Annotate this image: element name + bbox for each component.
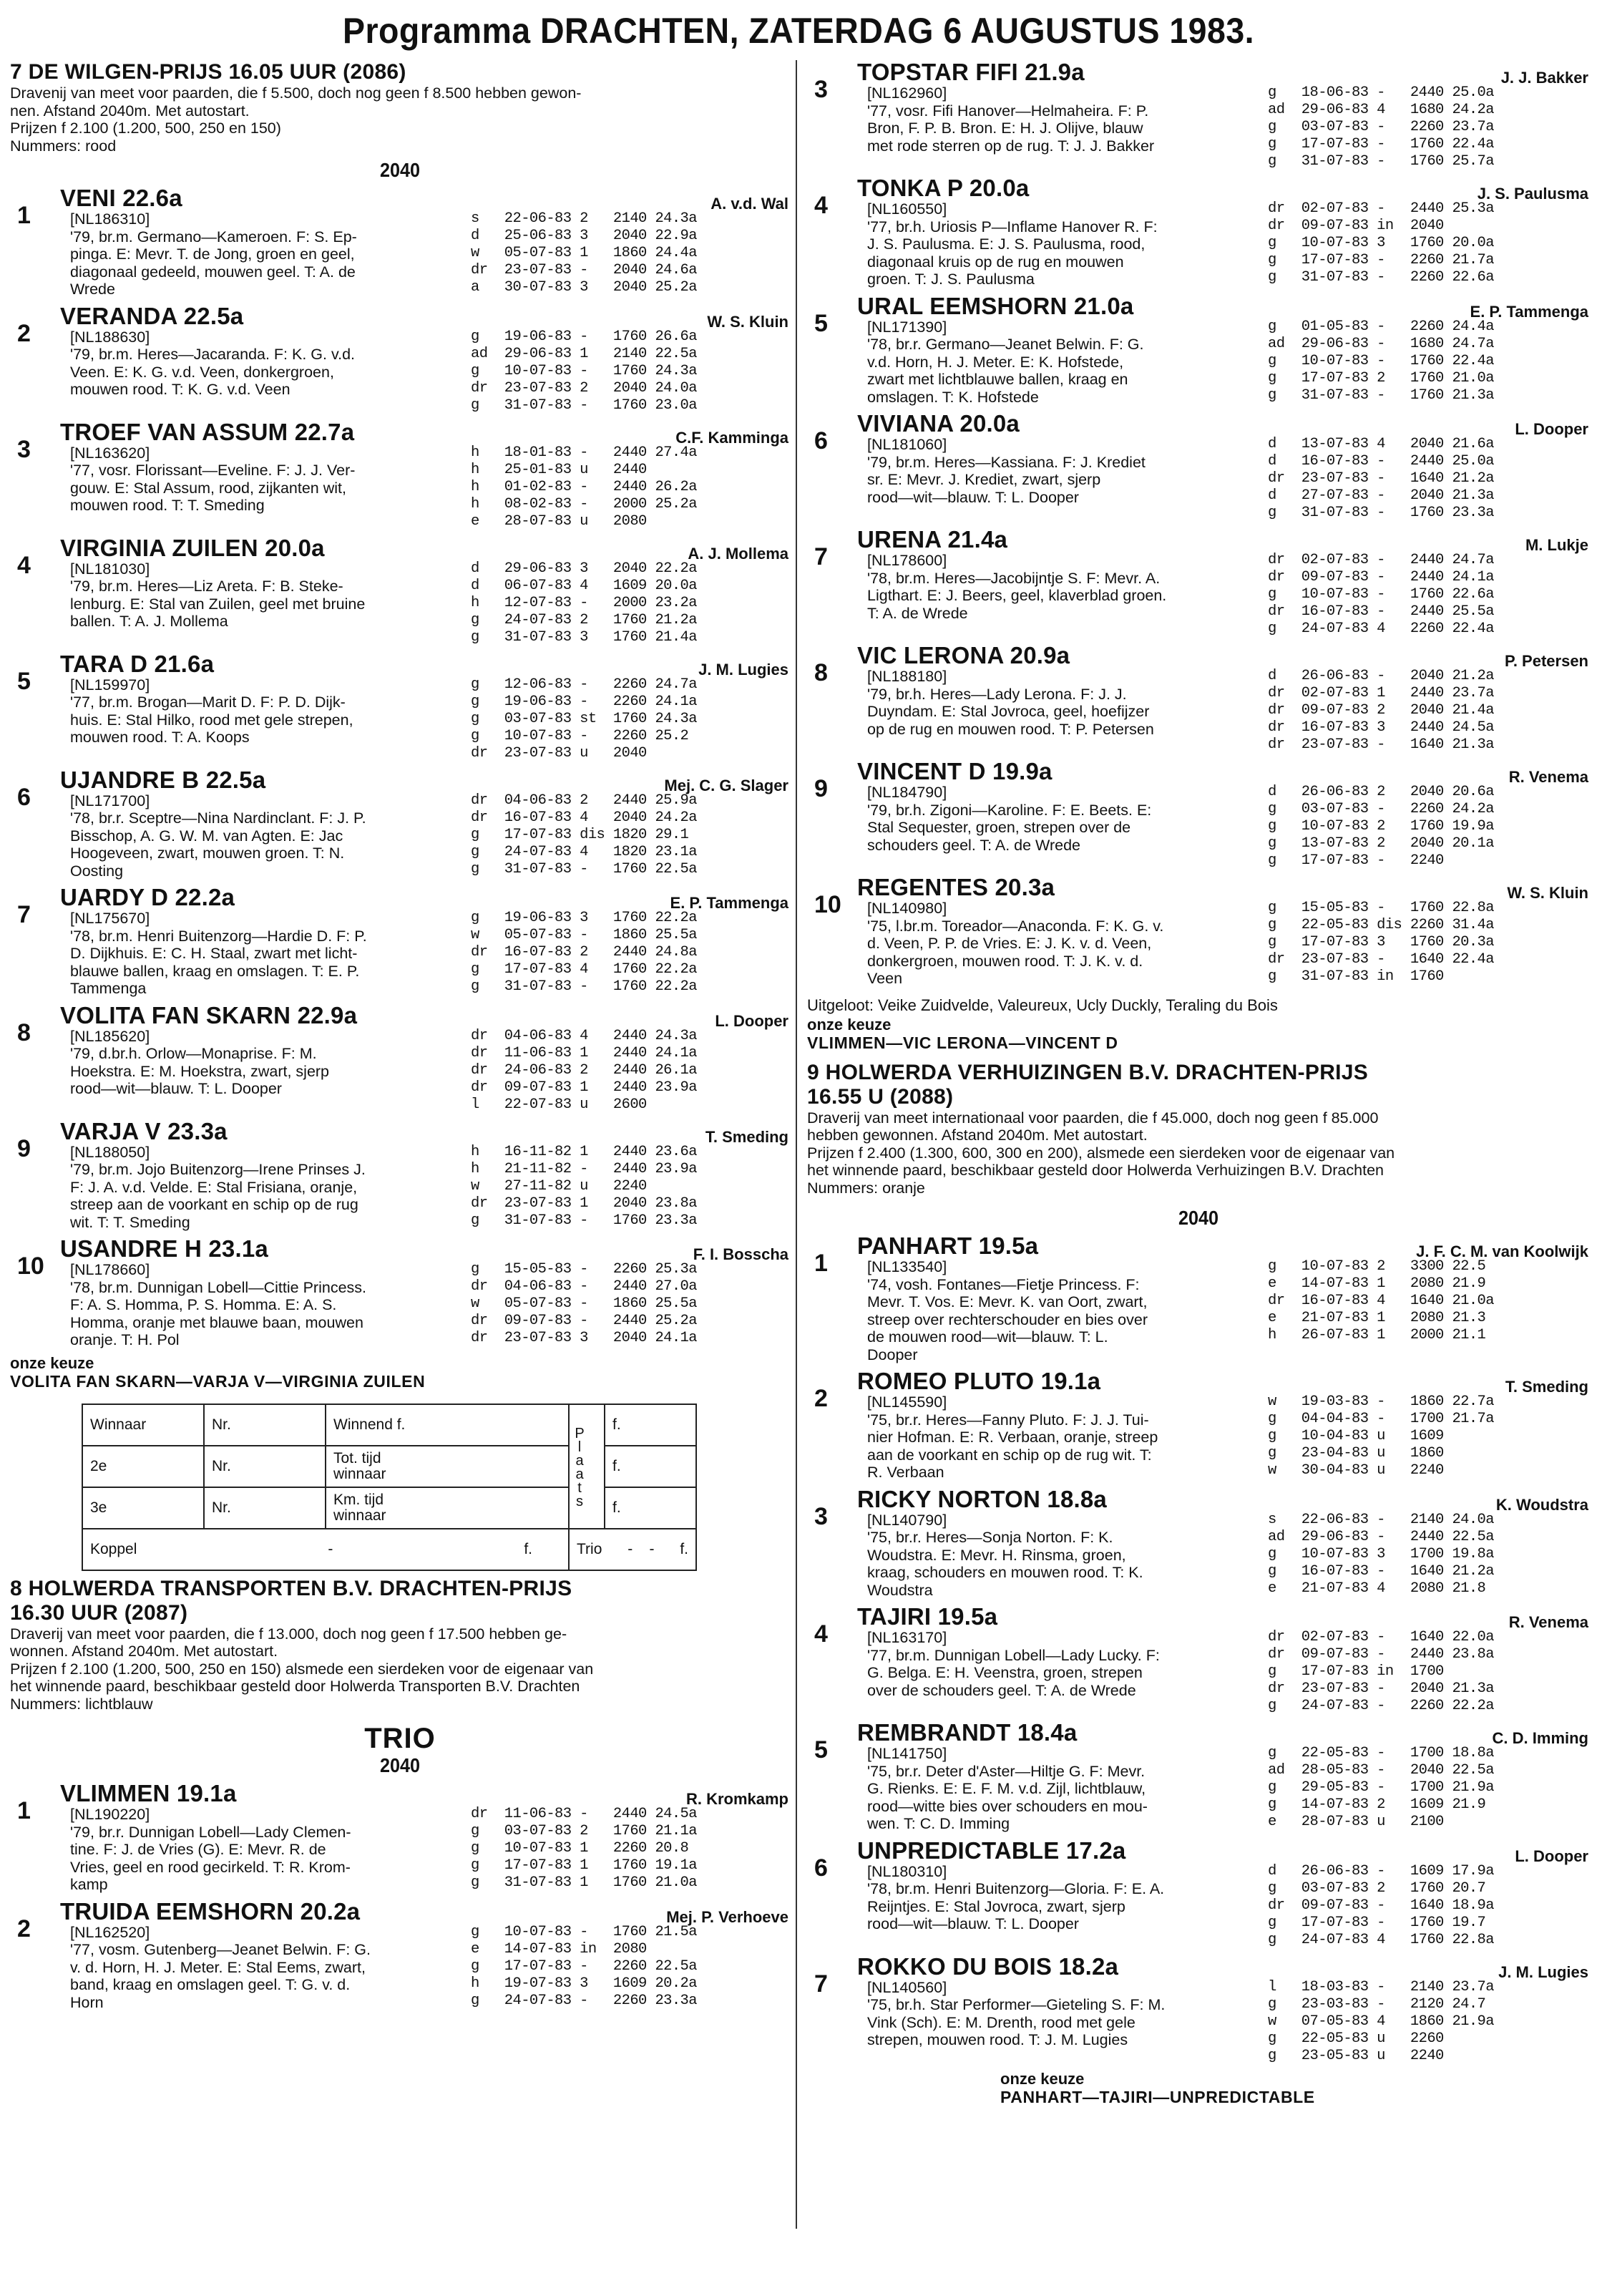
- entry-body: [70, 444, 790, 530]
- horse-entry: [10, 1781, 790, 1894]
- recent-results: l 18-03-83 - 2140 23.7a g 23-03-83 - 2120 24.7 w 07-05-83 4 1860 21.9a g 22-05-83 u 2260 g 23-05-83 u 2240: [1268, 1978, 1494, 2064]
- start-number: 6: [814, 1854, 828, 1882]
- recent-results: g 12-06-83 - 2260 24.7a g 19-06-83 - 2260 24.1a g 03-07-83 st 1760 24.3a g 10-07-83 - 2260 25.2 dr 23-07-83 u 2040: [471, 676, 697, 762]
- entry-body: [867, 1745, 1590, 1833]
- recent-results: w 19-03-83 - 1860 22.7a g 04-04-83 - 1700 21.7a g 10-04-83 u 1609 g 23-04-83 u 1860 w 30-04-83 u 2240: [1268, 1393, 1494, 1479]
- recent-results: g 18-06-83 - 2440 25.0a ad 29-06-83 4 1680 24.2a g 03-07-83 - 2260 23.7a g 17-07-83 - 1760 22.4a g 31-07-83 - 1760 25.7a: [1268, 84, 1494, 170]
- horse-details: [NL141750] '75, br.r. Deter d'Aster—Hiltje G. F: Mevr. G. Rienks. E: E. F. M. v.d. Zijl, lichtblauw, rood—witte bies over schouders en mou- wen. T: C. D. Imming: [867, 1745, 1148, 1832]
- entry-body: [70, 792, 790, 880]
- horse-entry: [807, 759, 1590, 870]
- results-f1: f.: [605, 1404, 696, 1446]
- trainer-name: K. Woudstra: [1495, 1495, 1588, 1514]
- trainer-name: J. J. Bakker: [1500, 69, 1588, 87]
- entry-body: [867, 318, 1590, 407]
- start-number: 5: [814, 1736, 828, 1764]
- recent-results: d 26-06-83 - 2040 21.2a dr 02-07-83 1 2440 23.7a dr 09-07-83 2 2040 21.4a dr 16-07-83 3 2440 24.5a dr 23-07-83 - 1640 21.3a: [1268, 668, 1494, 753]
- race7-distance: 2040: [379, 159, 421, 181]
- entry-body: [70, 910, 790, 998]
- results-3e-label: 3e: [82, 1487, 204, 1529]
- horse-details: [NL178600] '78, br.m. Heres—Jacobijntje S. F: Mevr. A. Ligthart. E: J. Beers, geel, klaverblad groen. T: A. de Wrede: [867, 552, 1167, 622]
- horse-details: [NL180310] '78, br.m. Henri Buitenzorg—Gloria. F: E. A. Reijntjes. E: Stal Jovroca, zwart, sjerp rood—wit—blauw. T: L. Dooper: [867, 1862, 1165, 1932]
- recent-results: g 10-07-83 2 3300 22.5 e 14-07-83 1 2080 21.9 dr 16-07-83 4 1640 21.0a e 21-07-83 1 2080 21.3 h 26-07-83 1 2000 21.1: [1268, 1258, 1494, 1343]
- horse-entry: [807, 1952, 1590, 2065]
- horse-name: TONKA P 20.0a: [857, 175, 1030, 201]
- horse-entry: [807, 875, 1590, 988]
- results-f2: f.: [605, 1446, 696, 1487]
- entry-body: [70, 676, 790, 762]
- results-tot-tijd-label: Tot. tijd winnaar: [326, 1446, 569, 1487]
- recent-results: dr 02-07-83 - 2440 24.7a dr 09-07-83 - 2440 24.1a g 10-07-83 - 1760 22.6a dr 16-07-83 - 2440 25.5a g 24-07-83 4 2260 22.4a: [1268, 552, 1494, 637]
- start-number: 5: [814, 309, 828, 337]
- recent-results: d 26-06-83 - 1609 17.9a g 03-07-83 2 1760 20.7 dr 09-07-83 - 1640 18.9a g 17-07-83 - 1760 19.7 g 24-07-83 4 1760 22.8a: [1268, 1862, 1494, 1948]
- horse-name: VIC LERONA 20.9a: [857, 642, 1070, 668]
- horse-details: [NL140790] '75, br.r. Heres—Sonja Norton. F: K. Woudstra. E: Mevr. H. Rinsma, groen, kraag, schouders en mouwen rood. T: K. Woudstra: [867, 1511, 1143, 1599]
- entry-body: [867, 1512, 1590, 1600]
- recent-results: g 22-05-83 - 1700 18.8a ad 28-05-83 - 2040 22.5a g 29-05-83 - 1700 21.9a g 14-07-83 2 1609 21.9 e 28-07-83 u 2100: [1268, 1745, 1494, 1830]
- recent-results: g 01-05-83 - 2260 24.4a ad 29-06-83 - 1680 24.7a g 10-07-83 - 1760 22.4a g 17-07-83 2 1760 21.0a g 31-07-83 - 1760 21.3a: [1268, 318, 1494, 404]
- horse-details: [NL163620] '77, vosr. Florissant—Eveline. F: J. J. Ver- gouw. E: Stal Assum, rood, zijkanten wit, mouwen rood. T: T. Smeding: [70, 444, 356, 514]
- trainer-name: L. Dooper: [1515, 1847, 1588, 1865]
- recent-results: d 26-06-83 2 2040 20.6a g 03-07-83 - 2260 24.2a g 10-07-83 2 1760 19.9a g 13-07-83 2 2040 20.1a g 17-07-83 - 2240: [1268, 784, 1494, 869]
- trainer-name: L. Dooper: [715, 1011, 788, 1030]
- horse-entry: [10, 420, 790, 530]
- horse-entry: [807, 643, 1590, 754]
- horse-entry: [10, 885, 790, 998]
- race8-entries-left: [10, 1781, 790, 2011]
- entry-body: [867, 900, 1590, 988]
- horse-name: VERANDA 22.5a: [60, 302, 244, 329]
- horse-details: [NL181060] '79, br.m. Heres—Kassiana. F: J. Krediet sr. E: Mevr. J. Krediet, zwart, sjerp rood—wit—blauw. T: L. Dooper: [867, 436, 1146, 506]
- results-trio-label: Trio: [577, 1540, 602, 1557]
- horse-details: [NL162520] '77, vosm. Gutenberg—Jeanet Belwin. F: G. v. d. Horn, H. J. Meter. E: Stal Eems, zwart, band, kraag en omslagen geel. T: G. v. d. Horn: [70, 1923, 371, 2011]
- horse-name: TRUIDA EEMSHORN 20.2a: [60, 1897, 361, 1925]
- recent-results: dr 04-06-83 2 2440 25.9a dr 16-07-83 4 2040 24.2a g 17-07-83 dis 1820 29.1 g 24-07-83 4 1820 23.1a g 31-07-83 - 1760 22.5a: [471, 792, 697, 877]
- horse-details: [NL175670] '78, br.m. Henri Buitenzorg—Hardie D. F: P. D. Dijkhuis. E: C. H. Staal, zwart met licht- blauwe ballen, kraag en omslagen. T: E. P. Tammenga: [70, 910, 367, 997]
- column-divider: [796, 60, 797, 2229]
- race8-entries-right: [807, 60, 1590, 988]
- entry-body: [867, 1629, 1590, 1715]
- trainer-name: A. J. Mollema: [688, 544, 788, 563]
- horse-name: VIVIANA 20.0a: [857, 410, 1020, 437]
- trainer-name: J. S. Paulusma: [1477, 185, 1588, 203]
- trainer-name: W. S. Kluin: [707, 312, 788, 331]
- start-number: 6: [814, 427, 828, 454]
- entry-body: [867, 1863, 1590, 1949]
- race9-entries: [807, 1234, 1590, 2065]
- trainer-name: J. M. Lugies: [698, 660, 788, 678]
- horse-details: [NL163170] '77, br.m. Dunnigan Lobell—Lady Lucky. F: G. Belga. E: H. Veenstra, groen, strepen over de schouders geel. T: A. de Wrede: [867, 1629, 1160, 1699]
- trainer-name: T. Smeding: [705, 1127, 788, 1146]
- start-number: 8: [17, 1018, 31, 1046]
- recent-results: dr 02-07-83 - 1640 22.0a dr 09-07-83 - 2440 23.8a g 17-07-83 in 1700 dr 23-07-83 - 2040 21.3a g 24-07-83 - 2260 22.2a: [1268, 1629, 1494, 1714]
- horse-name: ROKKO DU BOIS 18.2a: [857, 1952, 1119, 1980]
- horse-entry: [807, 176, 1590, 288]
- results-nr-label: Nr.: [204, 1404, 326, 1446]
- horse-name: TARA D 21.6a: [60, 650, 215, 677]
- horse-details: [NL133540] '74, vosh. Fontanes—Fietje Princess. F: Mevr. T. Vos. E: Mevr. K. van Oort, zwart, streep over rechterschouder en bies over de mouwen rood—wit—blauw. T: L. Dooper: [867, 1258, 1148, 1363]
- start-number: 4: [17, 551, 31, 579]
- recent-results: g 19-06-83 - 1760 26.6a ad 29-06-83 1 2140 22.5a g 10-07-83 - 1760 24.3a dr 23-07-83 2 2040 24.0a g 31-07-83 - 1760 23.0a: [471, 328, 697, 414]
- recent-results: g 19-06-83 3 1760 22.2a w 05-07-83 - 1860 25.5a dr 16-07-83 2 2440 24.8a g 17-07-83 4 1760 22.2a g 31-07-83 - 1760 22.2a: [471, 910, 697, 995]
- start-number: 2: [814, 1385, 828, 1412]
- start-number: 3: [814, 76, 828, 103]
- trainer-name: E. P. Tammenga: [670, 894, 788, 912]
- horse-details: [NL178660] '78, br.m. Dunnigan Lobell—Cittie Princess. F: A. S. Homma, P. S. Homma. E: A. S. Homma, oranje met blauwe baan, mouwen oranje. T: H. Pol: [70, 1261, 367, 1348]
- results-table: [82, 1404, 697, 1571]
- results-plaats-label: Plaats: [572, 1425, 587, 1507]
- trainer-name: F. I. Bosscha: [693, 1245, 788, 1263]
- entry-body: [70, 1924, 790, 2012]
- horse-details: [NL159970] '77, br.m. Brogan—Marit D. F: P. D. Dijk- huis. E: Stal Hilko, rood met gele strepen, mouwen rood. T: A. Koops: [70, 676, 353, 746]
- recent-results: h 16-11-82 1 2440 23.6a h 21-11-82 - 2440 23.9a w 27-11-82 u 2240 dr 23-07-83 1 2040 23.8a g 31-07-83 - 1760 23.3a: [471, 1143, 697, 1229]
- start-number: 9: [814, 775, 828, 802]
- horse-entry: [807, 1721, 1590, 1833]
- start-number: 4: [814, 1620, 828, 1648]
- horse-name: URAL EEMSHORN 21.0a: [857, 292, 1134, 319]
- horse-name: REMBRANDT 18.4a: [857, 1719, 1078, 1746]
- results-winnaar-label: Winnaar: [82, 1404, 204, 1446]
- horse-details: [NL140980] '75, l.br.m. Toreador—Anaconda. F: K. G. v. d. Veen, P. P. de Vries. E: J. K. v. d. Veen, donkergroen, mouwen rood. T: J. K. v. d. Veen: [867, 900, 1164, 987]
- race8-distance: 2040: [379, 1754, 421, 1776]
- horse-details: [NL188050] '79, br.m. Jojo Buitenzorg—Irene Prinses J. F: J. A. v.d. Velde. E: Stal Frisiana, oranje, streep aan de voorkant en schip op de rug wit. T: T. Smeding: [70, 1143, 366, 1231]
- horse-name: URENA 21.4a: [857, 526, 1008, 553]
- horse-name: VIRGINIA ZUILEN 20.0a: [60, 534, 325, 561]
- horse-name: ROMEO PLUTO 19.1a: [857, 1368, 1101, 1394]
- race7-entries: [10, 186, 790, 1349]
- start-number: 7: [17, 901, 31, 928]
- recent-results: g 15-05-83 - 1760 22.8a g 22-05-83 dis 2260 31.4a g 17-07-83 3 1760 20.3a dr 23-07-83 - 1640 22.4a g 31-07-83 in 1760: [1268, 900, 1494, 985]
- horse-name: TROEF VAN ASSUM 22.7a: [60, 418, 355, 445]
- entry-body: [70, 1144, 790, 1232]
- horse-entry: [807, 294, 1590, 407]
- results-2e-label: 2e: [82, 1446, 204, 1487]
- horse-entry: [10, 1119, 790, 1232]
- horse-entry: [807, 1369, 1590, 1482]
- entry-body: [867, 668, 1590, 754]
- start-number: 9: [17, 1134, 31, 1162]
- horse-details: [NL184790] '79, br.h. Zigoni—Karoline. F: E. Beets. E: Stal Sequester, groen, strepen over de schouders geel. T: A. de Wrede: [867, 784, 1152, 854]
- entry-body: [70, 1261, 790, 1349]
- trainer-name: R. Venema: [1508, 768, 1588, 786]
- race9-description: Draverij van meet internationaal voor paarden, die f 45.000, doch nog geen f 85.000 hebben gewonnen. Afstand 2040m. Met autostart. Prijzen f 2.400 (1.300, 600, 300 en 200), alsmede een sierdeken voor de eigenaar van het winnende paard, beschikbaar gesteld door Holwerda Verhuizingen B.V. Drachten Nummers: oranje: [807, 1109, 1395, 1197]
- results-km-tijd-label: Km. tijd winnaar: [326, 1487, 569, 1529]
- horse-entry: [10, 1003, 790, 1114]
- horse-name: TAJIRI 19.5a: [857, 1603, 998, 1630]
- horse-name: RICKY NORTON 18.8a: [857, 1485, 1107, 1512]
- horse-entry: [10, 768, 790, 880]
- start-number: 6: [17, 783, 31, 811]
- entry-body: [70, 1028, 790, 1114]
- horse-details: [NL188180] '79, br.h. Heres—Lady Lerona. F: J. J. Duyndam. E: Stal Jovroca, geel, hoefijzer op de rug en mouwen rood. T: P. Petersen: [867, 668, 1154, 738]
- recent-results: d 13-07-83 4 2040 21.6a d 16-07-83 - 2440 25.0a dr 23-07-83 - 1640 21.2a d 27-07-83 - 2040 21.3a g 31-07-83 - 1760 23.3a: [1268, 436, 1494, 521]
- entry-body: [867, 784, 1590, 870]
- horse-details: [NL160550] '77, br.h. Uriosis P—Inflame Hanover R. F: J. S. Paulusma. E: J. S. Paulusma, rood, diagonaal kruis op de rug en mouwen groen. T: J. S. Paulusma: [867, 200, 1158, 288]
- horse-entry: [807, 412, 1590, 522]
- horse-name: UNPREDICTABLE 17.2a: [857, 1837, 1126, 1864]
- trainer-name: J. M. Lugies: [1498, 1962, 1588, 1981]
- start-number: 1: [17, 1797, 31, 1824]
- trainer-name: R. Venema: [1508, 1613, 1588, 1631]
- trainer-name: J. F. C. M. van Koolwijk: [1416, 1242, 1588, 1260]
- start-number: 2: [17, 319, 31, 347]
- start-number: 10: [814, 891, 841, 918]
- recent-results: dr 04-06-83 4 2440 24.3a dr 11-06-83 1 2440 24.1a dr 24-06-83 2 2440 26.1a dr 09-07-83 1 2440 23.9a l 22-07-83 u 2600: [471, 1027, 697, 1113]
- trainer-name: T. Smeding: [1505, 1378, 1588, 1396]
- race8-keuze-label: onze keuze: [807, 1015, 892, 1033]
- horse-entry: [10, 186, 790, 298]
- results-koppel-label: Koppel: [90, 1540, 137, 1557]
- entry-body: [70, 1806, 790, 1894]
- right-column: [807, 60, 1590, 2106]
- entry-body: [70, 560, 790, 646]
- race8-uitgeloot: Uitgeloot: Veike Zuidvelde, Valeureux, Ucly Duckly, Teraling du Bois: [807, 996, 1278, 1014]
- entry-body: [867, 436, 1590, 522]
- horse-name: REGENTES 20.3a: [857, 874, 1055, 900]
- results-f3: f.: [605, 1487, 696, 1529]
- race7-keuze: VOLITA FAN SKARN—VARJA V—VIRGINIA ZUILEN: [10, 1371, 426, 1391]
- trainer-name: L. Dooper: [1515, 420, 1588, 438]
- horse-details: [NL171390] '78, br.r. Germano—Jeanet Belwin. F: G. v.d. Horn, H. J. Meter. E: K. Hofstede, zwart met lichtblauwe ballen, kraag en omslagen. T: K. Hofstede: [867, 318, 1144, 406]
- start-number: 7: [814, 1970, 828, 1998]
- race8-header: 8 HOLWERDA TRANSPORTEN B.V. DRACHTEN-PRIJS 16.30 UUR (2087): [10, 1576, 572, 1625]
- trainer-name: C. D. Imming: [1492, 1729, 1588, 1747]
- entry-body: [867, 552, 1590, 638]
- horse-details: [NL171700] '78, br.r. Sceptre—Nina Nardinclant. F: J. P. Bisschop, A. G. W. M. van Agten. E: Jac Hoogeveen, zwart, mouwen groen. T: N. Oosting: [70, 792, 366, 880]
- horse-name: VENI 22.6a: [60, 185, 182, 211]
- trainer-name: P. Petersen: [1504, 652, 1588, 670]
- start-number: 8: [814, 659, 828, 686]
- recent-results: dr 11-06-83 - 2440 24.5a g 03-07-83 2 1760 21.1a g 10-07-83 1 2260 20.8 g 17-07-83 1 1760 19.1a g 31-07-83 1 1760 21.0a: [471, 1806, 697, 1891]
- race8-description: Draverij van meet voor paarden, die f 13.000, doch nog geen f 17.500 hebben ge- wonnen. Afstand 2040m. Met autostart. Prijzen f 2.100 (1.200, 500, 250 en 150) alsmede een sierdeken voor de eigenaar van het winnende paard, beschikbaar gesteld door Holwerda Transporten B.V. Drachten Nummers: lichtblauw: [10, 1625, 594, 1713]
- start-number: 3: [17, 435, 31, 463]
- horse-entry: [10, 652, 790, 762]
- recent-results: g 10-07-83 - 1760 21.5a e 14-07-83 in 2080 g 17-07-83 - 2260 22.5a h 19-07-83 3 1609 20.2a g 24-07-83 - 2260 23.3a: [471, 1923, 697, 2009]
- entry-body: [867, 1393, 1590, 1482]
- horse-name: VOLITA FAN SKARN 22.9a: [60, 1001, 358, 1028]
- horse-entry: [807, 1487, 1590, 1600]
- results-trio-dashes: - -: [627, 1540, 655, 1557]
- entry-body: [70, 329, 790, 414]
- entry-body: [867, 1979, 1590, 2065]
- results-koppel-dash: -: [328, 1540, 333, 1557]
- start-number: 1: [814, 1250, 828, 1277]
- entry-body: [70, 210, 790, 298]
- trainer-name: M. Lukje: [1525, 536, 1588, 554]
- entry-body: [867, 1258, 1590, 1363]
- race9-distance: 2040: [1178, 1207, 1219, 1229]
- horse-entry: [10, 1237, 790, 1349]
- trainer-name: C.F. Kamminga: [675, 428, 788, 447]
- horse-details: [NL185620] '79, d.br.h. Orlow—Monaprise. F: M. Hoekstra. E: M. Hoekstra, zwart, sjerp rood—wit—blauw. T: L. Dooper: [70, 1027, 330, 1097]
- horse-entry: [807, 1605, 1590, 1715]
- results-nr3-label: Nr.: [204, 1487, 326, 1529]
- recent-results: s 22-06-83 - 2140 24.0a ad 29-06-83 - 2440 22.5a g 10-07-83 3 1700 19.8a g 16-07-83 - 1640 21.2a e 21-07-83 4 2080 21.8: [1268, 1511, 1494, 1597]
- horse-entry: [807, 1234, 1590, 1363]
- trainer-name: W. S. Kluin: [1507, 884, 1588, 902]
- horse-name: UJANDRE B 22.5a: [60, 766, 266, 793]
- start-number: 5: [17, 667, 31, 695]
- results-trio-f: f.: [680, 1540, 688, 1557]
- trainer-name: Mej. P. Verhoeve: [666, 1907, 788, 1926]
- horse-entry: [10, 1899, 790, 2012]
- horse-entry: [10, 536, 790, 646]
- race8-trio-label: TRIO: [364, 1723, 436, 1754]
- recent-results: h 18-01-83 - 2440 27.4a h 25-01-83 u 2440 h 01-02-83 - 2440 26.2a h 08-02-83 - 2000 25.2a e 28-07-83 u 2080: [471, 444, 697, 530]
- recent-results: g 15-05-83 - 2260 25.3a dr 04-06-83 - 2440 27.0a w 05-07-83 - 1860 25.5a dr 09-07-83 - 2440 25.2a dr 23-07-83 3 2040 24.1a: [471, 1261, 697, 1346]
- trainer-name: Mej. C. G. Slager: [664, 776, 788, 794]
- race7-description: Dravenij van meet voor paarden, die f 5.500, doch nog geen f 8.500 hebben gewon- nen. Afstand 2040m. Met autostart. Prijzen f 2.100 (1.200, 500, 250 en 150) Nummers: rood: [10, 84, 582, 155]
- horse-entry: [807, 527, 1590, 638]
- horse-details: [NL190220] '79, br.r. Dunnigan Lobell—Lady Clemen- tine. F: J. de Vries (G). E: Mevr. R. de Vries, geel en rood gecirkeld. T: R. Krom- kamp: [70, 1806, 351, 1893]
- recent-results: dr 02-07-83 - 2440 25.3a dr 09-07-83 in 2040 g 10-07-83 3 1760 20.0a g 17-07-83 - 2260 21.7a g 31-07-83 - 2260 22.6a: [1268, 200, 1494, 286]
- race7-header: 7 DE WILGEN-PRIJS 16.05 UUR (2086): [10, 60, 406, 84]
- horse-entry: [10, 304, 790, 414]
- horse-name: VARJA V 23.3a: [60, 1117, 228, 1144]
- recent-results: s 22-06-83 2 2140 24.3a d 25-06-83 3 2040 22.9a w 05-07-83 1 1860 24.4a dr 23-07-83 - 2040 24.6a a 30-07-83 3 2040 25.2a: [471, 210, 697, 296]
- horse-details: [NL140560] '75, br.h. Star Performer—Gieteling S. F: M. Vink (Sch). E: M. Drenth, rood met gele strepen, mouwen rood. T: J. M. Lugies: [867, 1978, 1166, 2048]
- race9-keuze: PANHART—TAJIRI—UNPREDICTABLE: [1000, 2087, 1315, 2106]
- race8-keuze: VLIMMEN—VIC LERONA—VINCENT D: [807, 1033, 1118, 1052]
- start-number: 3: [814, 1502, 828, 1530]
- start-number: 2: [17, 1915, 31, 1942]
- race9-keuze-label: onze keuze: [1000, 2069, 1085, 2088]
- recent-results: d 29-06-83 3 2040 22.2a d 06-07-83 4 1609 20.0a h 12-07-83 - 2000 23.2a g 24-07-83 2 1760 21.2a g 31-07-83 3 1760 21.4a: [471, 560, 697, 646]
- page-title: Programma DRACHTEN, ZATERDAG 6 AUGUSTUS 1983.: [342, 11, 1255, 51]
- horse-details: [NL145590] '75, br.r. Heres—Fanny Pluto. F: J. J. Tui- nier Hofman. E: R. Verbaan, oranje, streep aan de voorkant en schip op de rug wit. T: R. Verbaan: [867, 1393, 1158, 1481]
- race9-header: 9 HOLWERDA VERHUIZINGEN B.V. DRACHTEN-PRIJS 16.55 U (2088): [807, 1060, 1369, 1109]
- horse-name: VLIMMEN 19.1a: [60, 1780, 237, 1806]
- start-number: 7: [814, 543, 828, 570]
- entry-body: [867, 200, 1590, 288]
- left-column: [10, 60, 790, 2017]
- horse-name: VINCENT D 19.9a: [857, 758, 1053, 784]
- horse-entry: [807, 60, 1590, 170]
- horse-name: USANDRE H 23.1a: [60, 1235, 268, 1262]
- entry-body: [867, 84, 1590, 170]
- results-koppel-f: f.: [524, 1540, 532, 1557]
- start-number: 1: [17, 202, 31, 229]
- horse-details: [NL181030] '79, br.m. Heres—Liz Areta. F: B. Steke- lenburg. E: Stal van Zuilen, geel met bruine ballen. T: A. J. Mollema: [70, 560, 366, 630]
- race7-keuze-label: onze keuze: [10, 1353, 94, 1372]
- trainer-name: R. Kromkamp: [685, 1790, 788, 1808]
- start-number: 4: [814, 192, 828, 219]
- trainer-name: A. v.d. Wal: [710, 195, 788, 213]
- horse-name: TOPSTAR FIFI 21.9a: [857, 59, 1085, 85]
- horse-entry: [807, 1839, 1590, 1949]
- horse-name: PANHART 19.5a: [857, 1232, 1039, 1259]
- horse-details: [NL162960] '77, vosr. Fifi Hanover—Helmaheira. F: P. Bron, F. P. B. Bron. E: H. J. Olijve, blauw met rode sterren op de rug. T: J. J. Bakker: [867, 84, 1155, 155]
- results-nr2-label: Nr.: [204, 1446, 326, 1487]
- trainer-name: E. P. Tammenga: [1470, 302, 1588, 321]
- horse-details: [NL186310] '79, br.m. Germano—Kameroen. F: S. Ep- pinga. E: Mevr. T. de Jong, groen en geel, diagonaal gedeeld, mouwen geel. T: A. de Wrede: [70, 210, 357, 298]
- horse-details: [NL188630] '79, br.m. Heres—Jacaranda. F: K. G. v.d. Veen. E: K. G. v.d. Veen, donkergroen, mouwen rood. T: K. G. v.d. Veen: [70, 328, 356, 398]
- results-winnend-label: Winnend f.: [326, 1404, 569, 1446]
- horse-name: UARDY D 22.2a: [60, 884, 235, 910]
- start-number: 10: [17, 1252, 44, 1280]
